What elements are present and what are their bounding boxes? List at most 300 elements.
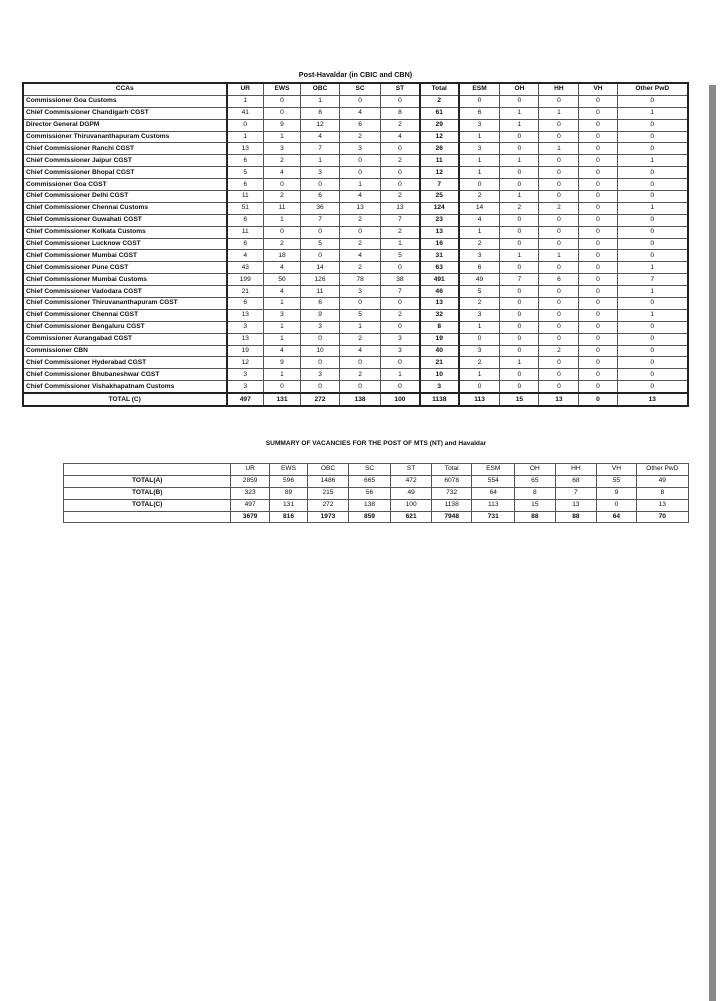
- value-cell: 0: [500, 321, 539, 333]
- table-row: [23, 321, 688, 333]
- value-cell: 0: [340, 226, 381, 238]
- value-cell: 0: [617, 179, 688, 191]
- grand-total-cell: [64, 511, 231, 523]
- value-cell: 0: [500, 345, 539, 357]
- value-cell: 1: [264, 214, 301, 226]
- table-row: [23, 226, 688, 238]
- value-cell: 3: [459, 119, 500, 131]
- value-cell: 2: [340, 369, 381, 381]
- value-cell: 665: [348, 475, 391, 487]
- cca-name-cell: Director General DGPM: [23, 119, 227, 131]
- value-cell: 32: [420, 309, 459, 321]
- value-cell: 3: [459, 250, 500, 262]
- value-cell: 6: [227, 298, 264, 310]
- value-cell: 7: [555, 487, 597, 499]
- grand-total-cell: 621: [391, 511, 432, 523]
- value-cell: 0: [617, 298, 688, 310]
- cca-name-cell: Chief Commissioner Lucknow CGST: [23, 238, 227, 250]
- value-cell: 0: [579, 202, 617, 214]
- column-header: ESM: [472, 464, 515, 476]
- value-cell: 1: [264, 333, 301, 345]
- table-row: [23, 95, 688, 107]
- value-cell: 0: [381, 143, 420, 155]
- value-cell: 199: [227, 274, 264, 286]
- value-cell: 13: [555, 499, 597, 511]
- column-header: HH: [555, 464, 597, 476]
- value-cell: 2: [381, 309, 420, 321]
- value-cell: 9: [301, 309, 340, 321]
- value-cell: 11: [264, 202, 301, 214]
- value-cell: 1: [617, 155, 688, 167]
- column-header: VH: [597, 464, 636, 476]
- value-cell: 0: [264, 226, 301, 238]
- column-header: VH: [579, 83, 617, 95]
- value-cell: 1: [264, 369, 301, 381]
- cca-name-cell: Chief Commissioner Thiruvananthapuram CGST: [23, 298, 227, 310]
- value-cell: 0: [579, 107, 617, 119]
- cca-name-cell: Chief Commissioner Mumbai CGST: [23, 250, 227, 262]
- column-header: HH: [539, 83, 579, 95]
- value-cell: 0: [579, 250, 617, 262]
- value-cell: 12: [420, 167, 459, 179]
- value-cell: 4: [459, 214, 500, 226]
- value-cell: 0: [617, 95, 688, 107]
- column-header: ESM: [459, 83, 500, 95]
- value-cell: 11: [227, 191, 264, 203]
- value-cell: 0: [579, 286, 617, 298]
- cca-name-cell: Chief Commissioner Guwahati CGST: [23, 214, 227, 226]
- value-cell: 0: [539, 298, 579, 310]
- value-cell: 0: [500, 179, 539, 191]
- value-cell: 0: [617, 333, 688, 345]
- cca-name-cell: Commissioner Goa Customs: [23, 95, 227, 107]
- value-cell: 4: [340, 191, 381, 203]
- total-label: TOTAL (C): [23, 393, 227, 406]
- value-cell: 7: [381, 286, 420, 298]
- value-cell: 0: [617, 167, 688, 179]
- value-cell: 12: [227, 357, 264, 369]
- table-row: [23, 155, 688, 167]
- value-cell: 1: [301, 155, 340, 167]
- value-cell: 2: [381, 119, 420, 131]
- value-cell: 0: [500, 262, 539, 274]
- value-cell: 55: [597, 475, 636, 487]
- grand-total-cell: 731: [472, 511, 515, 523]
- value-cell: 113: [472, 499, 515, 511]
- value-cell: 2: [340, 214, 381, 226]
- value-cell: 0: [500, 333, 539, 345]
- value-cell: 29: [420, 119, 459, 131]
- value-cell: 0: [459, 381, 500, 393]
- column-header: CCAs: [23, 83, 227, 95]
- table-row: [23, 357, 688, 369]
- value-cell: 0: [539, 369, 579, 381]
- value-cell: 0: [579, 119, 617, 131]
- value-cell: 0: [579, 262, 617, 274]
- column-header: EWS: [269, 464, 307, 476]
- value-cell: 1: [264, 131, 301, 143]
- value-cell: 0: [381, 298, 420, 310]
- value-cell: 0: [539, 155, 579, 167]
- value-cell: 1486: [308, 475, 349, 487]
- value-cell: 2: [459, 238, 500, 250]
- value-cell: 0: [381, 95, 420, 107]
- value-cell: 56: [348, 487, 391, 499]
- column-header: Other PwD: [617, 83, 688, 95]
- value-cell: 0: [579, 191, 617, 203]
- value-cell: 0: [579, 238, 617, 250]
- value-cell: 6: [227, 238, 264, 250]
- value-cell: 25: [420, 191, 459, 203]
- value-cell: 15: [515, 499, 556, 511]
- value-cell: 7: [381, 214, 420, 226]
- value-cell: 14: [459, 202, 500, 214]
- value-cell: 4: [264, 167, 301, 179]
- cca-name-cell: Commissioner Thiruvananthapuram Customs: [23, 131, 227, 143]
- value-cell: 1: [381, 238, 420, 250]
- value-cell: 6: [227, 155, 264, 167]
- value-cell: 0: [264, 107, 301, 119]
- value-cell: 0: [500, 238, 539, 250]
- grand-total-cell: 7948: [431, 511, 472, 523]
- table-row: [23, 250, 688, 262]
- value-cell: 0: [340, 95, 381, 107]
- value-cell: 65: [515, 475, 556, 487]
- table-row: [23, 107, 688, 119]
- value-cell: 46: [420, 286, 459, 298]
- value-cell: 11: [301, 286, 340, 298]
- value-cell: 0: [579, 369, 617, 381]
- value-cell: 732: [431, 487, 472, 499]
- value-cell: 491: [420, 274, 459, 286]
- value-cell: 1: [539, 143, 579, 155]
- value-cell: 0: [617, 321, 688, 333]
- column-header: OH: [500, 83, 539, 95]
- cca-name-cell: Chief Commissioner Vadodara CGST: [23, 286, 227, 298]
- value-cell: 1: [227, 131, 264, 143]
- value-cell: 0: [579, 381, 617, 393]
- column-header: Total: [420, 83, 459, 95]
- cca-name-cell: Chief Commissioner Mumbai Customs: [23, 274, 227, 286]
- value-cell: 0: [301, 250, 340, 262]
- value-cell: 4: [340, 107, 381, 119]
- value-cell: 554: [472, 475, 515, 487]
- value-cell: 10: [301, 345, 340, 357]
- value-cell: 7: [301, 143, 340, 155]
- value-cell: 0: [579, 357, 617, 369]
- table-row: [23, 333, 688, 345]
- column-header: OH: [515, 464, 556, 476]
- cca-name-cell: Chief Commissioner Chennai Customs: [23, 202, 227, 214]
- value-cell: 0: [301, 333, 340, 345]
- value-cell: 0: [539, 179, 579, 191]
- value-cell: 0: [617, 226, 688, 238]
- value-cell: 0: [264, 95, 301, 107]
- value-cell: 8: [636, 487, 688, 499]
- value-cell: 0: [500, 226, 539, 238]
- value-cell: 0: [340, 167, 381, 179]
- value-cell: 1: [459, 131, 500, 143]
- value-cell: 0: [617, 191, 688, 203]
- table-row: [23, 214, 688, 226]
- value-cell: 0: [617, 119, 688, 131]
- grand-total-cell: 70: [636, 511, 688, 523]
- value-cell: 3: [340, 286, 381, 298]
- value-cell: 0: [617, 214, 688, 226]
- value-cell: 0: [500, 131, 539, 143]
- total-cell: 100: [381, 393, 420, 406]
- value-cell: 0: [617, 143, 688, 155]
- value-cell: 12: [420, 131, 459, 143]
- value-cell: 0: [539, 286, 579, 298]
- value-cell: 0: [539, 191, 579, 203]
- value-cell: 0: [579, 155, 617, 167]
- value-cell: 5: [381, 250, 420, 262]
- grand-total-cell: 3679: [231, 511, 269, 523]
- cca-name-cell: Chief Commissioner Chandigarh CGST: [23, 107, 227, 119]
- value-cell: 1: [459, 155, 500, 167]
- value-cell: 3: [459, 143, 500, 155]
- value-cell: 0: [381, 167, 420, 179]
- value-cell: 13: [420, 298, 459, 310]
- value-cell: 3: [227, 321, 264, 333]
- value-cell: 0: [500, 95, 539, 107]
- value-cell: 2: [264, 191, 301, 203]
- total-cell: 13: [539, 393, 579, 406]
- value-cell: 0: [500, 298, 539, 310]
- value-cell: 1: [539, 250, 579, 262]
- value-cell: 0: [617, 238, 688, 250]
- value-cell: 0: [500, 381, 539, 393]
- value-cell: 0: [617, 345, 688, 357]
- value-cell: 10: [420, 369, 459, 381]
- value-cell: 9: [597, 487, 636, 499]
- value-cell: 2: [539, 345, 579, 357]
- value-cell: 5: [340, 309, 381, 321]
- value-cell: 2: [420, 95, 459, 107]
- value-cell: 1: [617, 309, 688, 321]
- value-cell: 0: [597, 499, 636, 511]
- value-cell: 0: [579, 309, 617, 321]
- column-header: [64, 464, 231, 476]
- value-cell: 0: [539, 167, 579, 179]
- value-cell: 0: [301, 381, 340, 393]
- value-cell: 2: [340, 333, 381, 345]
- value-cell: 1: [617, 107, 688, 119]
- cca-name-cell: Chief Commissioner Pune CGST: [23, 262, 227, 274]
- value-cell: 9: [264, 357, 301, 369]
- value-cell: 0: [500, 214, 539, 226]
- value-cell: 19: [420, 333, 459, 345]
- table-row: [23, 131, 688, 143]
- total-cell: 13: [617, 393, 688, 406]
- value-cell: 0: [301, 357, 340, 369]
- value-cell: 0: [539, 333, 579, 345]
- value-cell: 0: [539, 321, 579, 333]
- value-cell: 0: [539, 226, 579, 238]
- value-cell: 0: [539, 309, 579, 321]
- value-cell: 3: [264, 143, 301, 155]
- value-cell: 16: [420, 238, 459, 250]
- value-cell: 0: [500, 167, 539, 179]
- value-cell: 0: [340, 357, 381, 369]
- value-cell: 49: [391, 487, 432, 499]
- value-cell: 68: [555, 475, 597, 487]
- cca-name-cell: Chief Commissioner Jaipur CGST: [23, 155, 227, 167]
- value-cell: 2: [459, 298, 500, 310]
- column-header: Other PwD: [636, 464, 688, 476]
- table-row: [23, 238, 688, 250]
- cca-name-cell: Chief Commissioner Vishakhapatnam Customs: [23, 381, 227, 393]
- value-cell: 3: [381, 345, 420, 357]
- value-cell: 6: [227, 179, 264, 191]
- value-cell: 0: [617, 381, 688, 393]
- value-cell: 36: [301, 202, 340, 214]
- value-cell: 1: [500, 119, 539, 131]
- value-cell: 0: [539, 131, 579, 143]
- value-cell: 13: [340, 202, 381, 214]
- total-cell: 497: [227, 393, 264, 406]
- value-cell: 0: [500, 369, 539, 381]
- value-cell: 1: [500, 155, 539, 167]
- value-cell: 1: [617, 262, 688, 274]
- column-header: SC: [348, 464, 391, 476]
- value-cell: 126: [301, 274, 340, 286]
- value-cell: 4: [264, 262, 301, 274]
- cca-name-cell: Chief Commissioner Chennai CGST: [23, 309, 227, 321]
- cca-name-cell: Chief Commissioner Hyderabad CGST: [23, 357, 227, 369]
- value-cell: 0: [579, 345, 617, 357]
- column-header: OBC: [308, 464, 349, 476]
- value-cell: 11: [420, 155, 459, 167]
- total-row: [23, 393, 688, 406]
- value-cell: 8: [515, 487, 556, 499]
- value-cell: 13: [227, 309, 264, 321]
- column-header: UR: [227, 83, 264, 95]
- value-cell: 0: [579, 214, 617, 226]
- grand-total-row: [64, 511, 689, 523]
- value-cell: 0: [539, 119, 579, 131]
- total-cell: 1138: [420, 393, 459, 406]
- summary-row: [64, 499, 689, 511]
- value-cell: 0: [617, 131, 688, 143]
- table-row: [23, 309, 688, 321]
- value-cell: 0: [500, 143, 539, 155]
- value-cell: 6: [539, 274, 579, 286]
- value-cell: 4: [264, 345, 301, 357]
- value-cell: 0: [340, 298, 381, 310]
- value-cell: 0: [301, 179, 340, 191]
- value-cell: 78: [340, 274, 381, 286]
- value-cell: 1: [381, 369, 420, 381]
- value-cell: 0: [539, 381, 579, 393]
- total-cell: 138: [340, 393, 381, 406]
- value-cell: 13: [227, 333, 264, 345]
- value-cell: 3: [459, 309, 500, 321]
- value-cell: 0: [579, 131, 617, 143]
- grand-total-cell: 859: [348, 511, 391, 523]
- value-cell: 8: [420, 321, 459, 333]
- value-cell: 13: [381, 202, 420, 214]
- main-table-title: Post-Havaldar (in CBIC and CBN): [298, 70, 413, 79]
- value-cell: 2: [264, 238, 301, 250]
- value-cell: 3: [227, 381, 264, 393]
- value-cell: 131: [269, 499, 307, 511]
- value-cell: 0: [579, 321, 617, 333]
- value-cell: 0: [381, 262, 420, 274]
- value-cell: 2: [500, 202, 539, 214]
- value-cell: 2: [381, 191, 420, 203]
- value-cell: 13: [420, 226, 459, 238]
- cca-name-cell: Commissioner CBN: [23, 345, 227, 357]
- value-cell: 1: [500, 107, 539, 119]
- total-cell: 131: [264, 393, 301, 406]
- cca-name-cell: Chief Commissioner Ranchi CGST: [23, 143, 227, 155]
- value-cell: 0: [539, 357, 579, 369]
- value-cell: 1: [301, 95, 340, 107]
- value-cell: 0: [579, 143, 617, 155]
- value-cell: 0: [227, 119, 264, 131]
- value-cell: 2: [381, 155, 420, 167]
- value-cell: 1: [340, 179, 381, 191]
- value-cell: 3: [301, 167, 340, 179]
- value-cell: 0: [381, 381, 420, 393]
- row-label: TOTAL(A): [64, 475, 231, 487]
- value-cell: 100: [391, 499, 432, 511]
- value-cell: 6: [301, 191, 340, 203]
- value-cell: 0: [579, 179, 617, 191]
- value-cell: 0: [579, 226, 617, 238]
- cca-name-cell: Commissioner Aurangabad CGST: [23, 333, 227, 345]
- value-cell: 1: [340, 321, 381, 333]
- value-cell: 0: [579, 274, 617, 286]
- value-cell: 1: [539, 107, 579, 119]
- column-header: ST: [381, 83, 420, 95]
- value-cell: 2: [539, 202, 579, 214]
- value-cell: 2: [340, 131, 381, 143]
- value-cell: 0: [301, 226, 340, 238]
- value-cell: 0: [617, 357, 688, 369]
- table-row: [23, 262, 688, 274]
- value-cell: 6: [459, 107, 500, 119]
- value-cell: 4: [301, 131, 340, 143]
- value-cell: 1138: [431, 499, 472, 511]
- value-cell: 7: [301, 214, 340, 226]
- value-cell: 272: [308, 499, 349, 511]
- value-cell: 138: [348, 499, 391, 511]
- cca-name-cell: Chief Commissioner Delhi CGST: [23, 191, 227, 203]
- value-cell: 2: [340, 262, 381, 274]
- value-cell: 497: [231, 499, 269, 511]
- value-cell: 0: [459, 333, 500, 345]
- table-row: [23, 381, 688, 393]
- value-cell: 1: [617, 202, 688, 214]
- value-cell: 0: [340, 381, 381, 393]
- value-cell: 2859: [231, 475, 269, 487]
- cca-name-cell: Commissioner Goa CGST: [23, 179, 227, 191]
- value-cell: 0: [381, 179, 420, 191]
- value-cell: 6078: [431, 475, 472, 487]
- value-cell: 89: [269, 487, 307, 499]
- value-cell: 13: [227, 143, 264, 155]
- column-header: Total: [431, 464, 472, 476]
- value-cell: 0: [264, 381, 301, 393]
- value-cell: 0: [459, 95, 500, 107]
- value-cell: 5: [301, 238, 340, 250]
- value-cell: 12: [301, 119, 340, 131]
- value-cell: 215: [308, 487, 349, 499]
- value-cell: 3: [459, 345, 500, 357]
